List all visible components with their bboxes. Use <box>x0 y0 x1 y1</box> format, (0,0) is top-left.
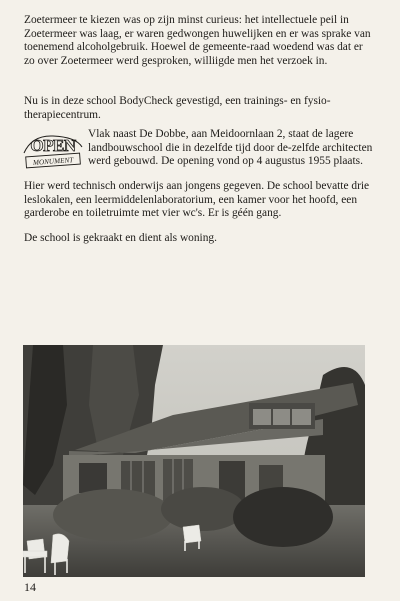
open-monument-logo <box>22 131 84 171</box>
svg-text:MONUMENT: MONUMENT <box>32 156 74 167</box>
school-building-photo <box>23 345 365 577</box>
page-number: 14 <box>24 580 36 594</box>
paragraph-gekraakt: De school is gekraakt en dient als woning. <box>24 232 217 244</box>
paragraph-bodycheck: Nu is in deze school BodyCheck gevestigd, een trainings- en fysio-therapiecentrum. <box>24 95 331 121</box>
paragraph-onderwijs: Hier werd technisch onderwijs aan jongens gegeven. De school bevatte drie leslokalen, een leermiddelenlaboratorium, een kamer voor het hoofd, een garderobe en toiletruimte met vier wc's. Er is géén gang. <box>24 180 370 220</box>
paragraph-intro: Zoetermeer te kiezen was op zijn minst curieus: het intellectuele peil in Zoetermeer was laag, er waren gedwongen huwelijken en er was sprake van toenemend alcoholgebruik. Hoewel de gemeente-raad woedend was dat er zo over Zoetermeer werd gesproken, williigde men het verzoek in. <box>24 14 371 67</box>
svg-text:OPEN: OPEN <box>30 136 76 155</box>
paragraph-landbouwschool: Vlak naast De Dobbe, aan Meidoornlaan 2, staat de lagere landbouwschool die in dezelfde tijd door de-zelfde architecten werd gebouwd. De opening vond op 4 augustus 1955 plaats. <box>88 128 373 168</box>
